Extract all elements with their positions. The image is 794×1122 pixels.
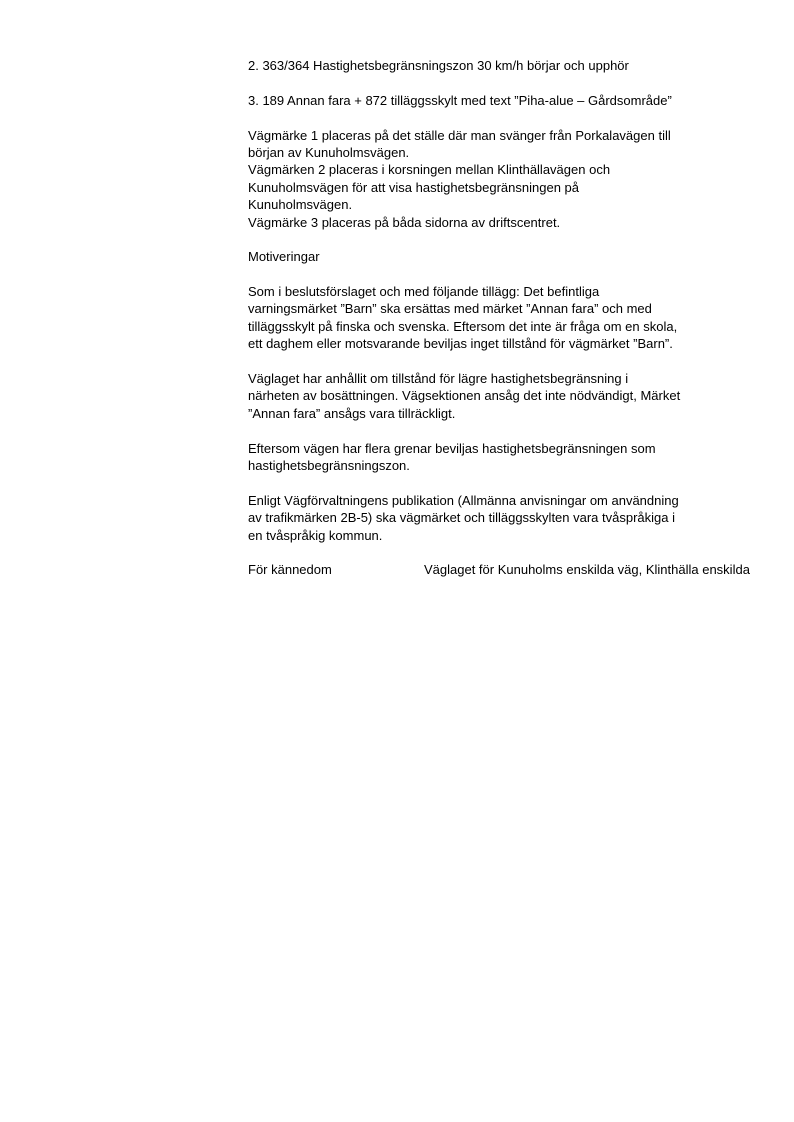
placement-paragraph [248,127,794,231]
paragraph-line: närheten av bosättningen. Vägsektionen ansåg det inte nödvändigt, Märket [248,388,681,404]
placement-line: Kunuholmsvägen. [248,197,353,213]
placement-line: Vägmärken 2 placeras i korsningen mellan Klinthällavägen och [248,162,611,178]
blank-line [248,74,794,91]
blank-line [248,109,794,126]
for-info-value: Väglaget för Kunuholms enskilda väg, Klinthälla enskilda [424,562,750,578]
document-page [248,57,794,579]
motivation-paragraph-1 [248,283,794,353]
motivation-paragraph-3 [248,440,794,475]
paragraph-line: Enligt Vägförvaltningens publikation (Allmänna anvisningar om användning [248,492,679,508]
paragraph-line: tilläggsskylt på finska och svenska. Eftersom det inte är fråga om en skola, [248,318,678,334]
paragraph-line: varningsmärket ”Barn” ska ersättas med märket ”Annan fara” och med [248,301,652,317]
sign-item-2: 2. 363/364 Hastighetsbegränsningszon 30 km/h börjar och upphör [248,58,629,73]
paragraph-line: Väglaget har anhållit om tillstånd för lägre hastighetsbegränsning i [248,371,629,387]
motivation-heading [248,248,794,265]
placement-line: Vägmärke 1 placeras på det ställe där man svänger från Porkalavägen till [248,127,671,143]
paragraph-line: ett daghem eller motsvarande beviljas inget tillstånd för vägmärket ”Barn”. [248,336,673,352]
paragraph-line: Som i beslutsförslaget och med följande tillägg: Det befintliga [248,284,600,300]
motivation-paragraph-2 [248,370,794,422]
placement-line: början av Kunuholmsvägen. [248,144,410,160]
for-info-row [248,561,794,578]
paragraph-line: ”Annan fara” ansågs vara tillräckligt. [248,405,456,421]
paragraph-line: Eftersom vägen har flera grenar beviljas hastighetsbegränsningen som [248,440,656,456]
motivation-heading-text: Motiveringar [248,249,320,265]
placement-line: Kunuholmsvägen för att visa hastighetsbegränsningen på [248,179,579,195]
paragraph-line: hastighetsbegränsningszon. [248,457,410,473]
paragraph-line: av trafikmärken 2B-5) ska vägmärket och tilläggsskylten vara tvåspråkiga i [248,510,676,526]
paragraph-line: en tvåspråkig kommun. [248,527,383,543]
for-info-label: För kännedom [248,562,332,578]
motivation-paragraph-4 [248,492,794,544]
sign-item-3: 3. 189 Annan fara + 872 tilläggsskylt med text ”Piha-alue – Gårdsområde” [248,92,672,108]
placement-line: Vägmärke 3 placeras på båda sidorna av driftscentret. [248,214,561,230]
